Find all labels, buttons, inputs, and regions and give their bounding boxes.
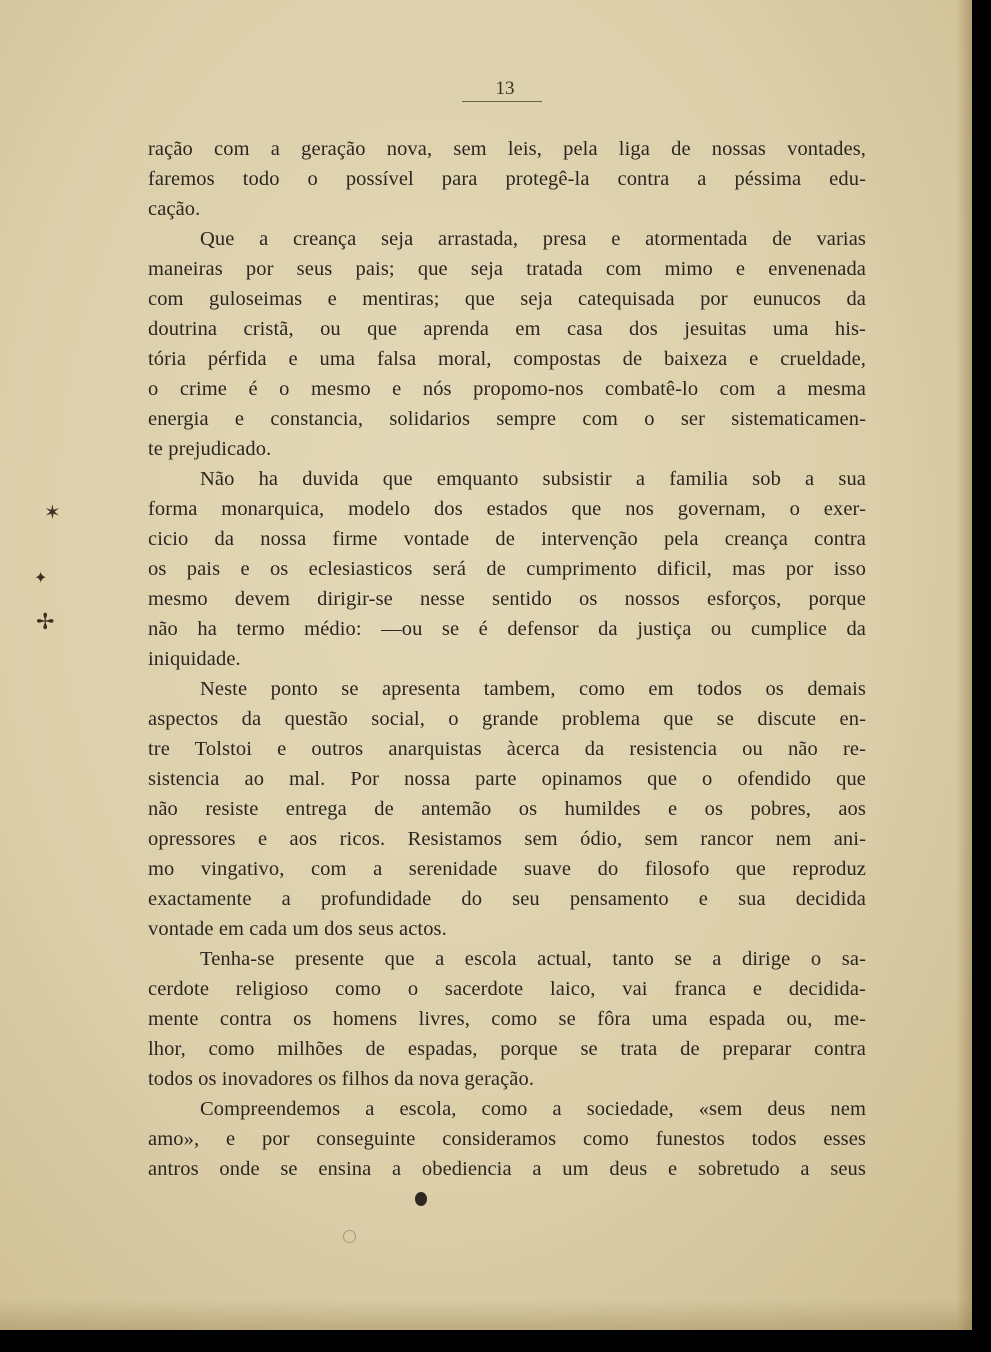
text-line: doutrina cristã, ou que aprenda em casa dos jesuitas uma his- [148,318,866,340]
body-text [148,134,866,1184]
text-line: te prejudicado. [148,438,272,460]
text-line: cerdote religioso como o sacerdote laico, vai franca e decidida- [148,978,866,1000]
text-line: cação. [148,198,201,220]
text-line: opressores e aos ricos. Resistamos sem ódio, sem rancor nem ani- [148,828,866,850]
text-line: Não ha duvida que emquanto subsistir a familia sob a sua [200,468,866,490]
text-line: vontade em cada um dos seus actos. [148,918,447,940]
text-line: sistencia ao mal. Por nossa parte opinamos que o ofendido que [148,768,866,790]
margin-stain-mark: ✢ [36,610,55,635]
text-line: amo», e por conseguinte consideramos como funestos todos esses [148,1128,866,1150]
text-line: aspectos da questão social, o grande problema que se discute en- [148,708,866,730]
text-line: Compreendemos a escola, como a sociedade, «sem deus nem [200,1098,866,1120]
text-line: iniquidade. [148,648,241,670]
text-line: tória pérfida e uma falsa moral, compostas de baixeza e crueldade, [148,348,866,370]
text-line: Neste ponto se apresenta tambem, como em todos os demais [200,678,866,700]
paper-bottom-shadow [0,1300,972,1330]
text-line: exactamente a profundidade do seu pensamento e sua decidida [148,888,866,910]
text-line: cicio da nossa firme vontade de intervenção pela creança contra [148,528,866,550]
text-line: ração com a geração nova, sem leis, pela liga de nossas vontades, [148,138,866,160]
faint-stain [343,1230,356,1243]
text-line: todos os inovadores os filhos da nova geração. [148,1068,535,1090]
text-line: energia e constancia, solidarios sempre com o ser sistematicamen- [148,408,866,430]
text-line: mente contra os homens livres, como se fôra uma espada ou, me- [148,1008,866,1030]
page-number-rule [462,101,542,102]
text-line: Que a creança seja arrastada, presa e atormentada de varias [200,228,866,250]
text-line: Tenha-se presente que a escola actual, tanto se a dirige o sa- [200,948,866,970]
text-line: forma monarquica, modelo dos estados que nos governam, o exer- [148,498,866,520]
margin-stain-mark: ✶ [44,500,61,524]
text-line: os pais e os eclesiasticos será de cumprimento dificil, mas por isso [148,558,866,580]
text-line: não resiste entrega de antemão os humildes e os pobres, aos [148,798,866,820]
text-line: maneiras por seus pais; que seja tratada com mimo e envenenada [148,258,866,280]
text-line: mo vingativo, com a serenidade suave do filosofo que reproduz [148,858,866,880]
ink-blot [415,1192,427,1206]
paper-edge-shadow [956,0,972,1330]
text-line: com guloseimas e mentiras; que seja catequisada por eunucos da [148,288,866,310]
text-line: mesmo devem dirigir-se nesse sentido os nossos esforços, porque [148,588,866,610]
margin-stain-mark: ✦ [34,568,48,587]
text-line: lhor, como milhões de espadas, porque se trata de preparar contra [148,1038,866,1060]
text-line: tre Tolstoi e outros anarquistas àcerca da resistencia ou não re- [148,738,866,760]
text-line: não ha termo médio: —ou se é defensor da justiça ou cumplice da [148,618,866,640]
text-line: antros onde se ensina a obediencia a um deus e sobretudo a seus [148,1158,866,1180]
text-line: faremos todo o possível para protegê-la contra a péssima edu- [148,168,866,190]
page-number: 13 [495,78,515,99]
text-line: o crime é o mesmo e nós propomo-nos combatê-lo com a mesma [148,378,866,400]
